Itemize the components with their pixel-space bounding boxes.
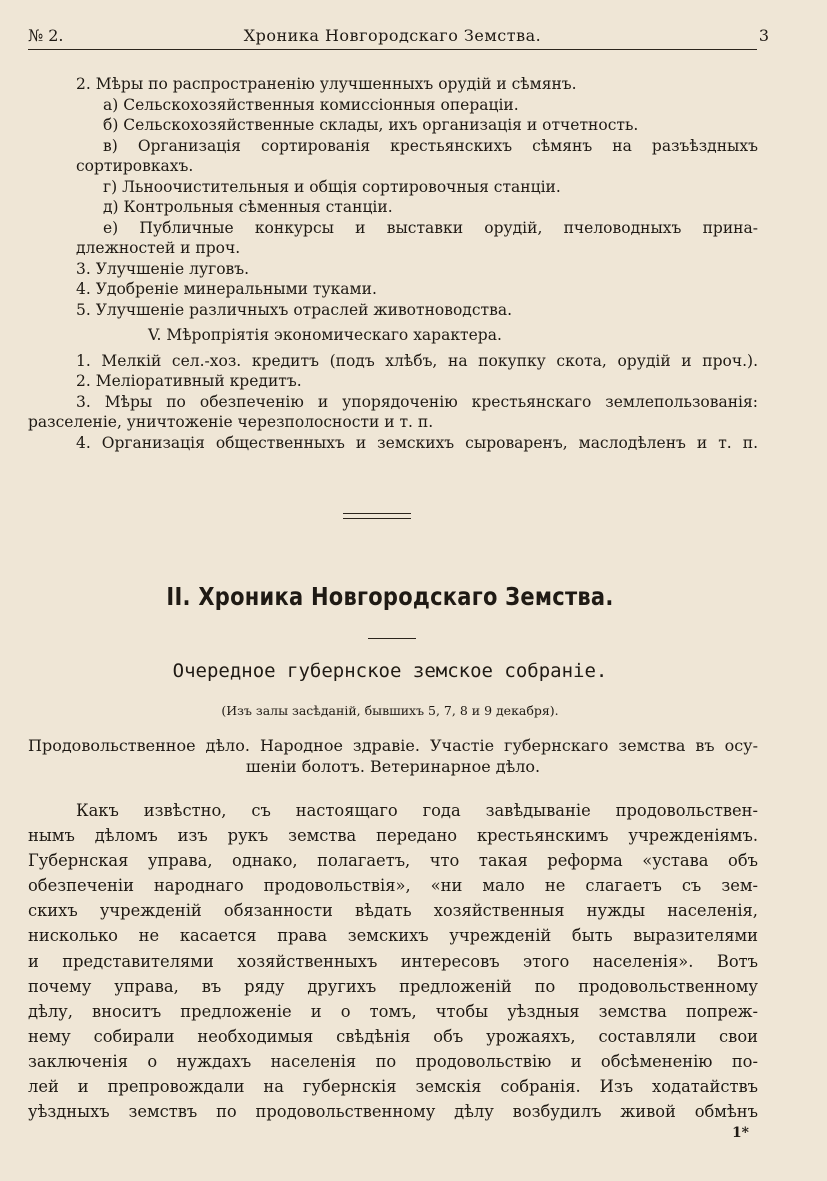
chapter-heading: II. Хроника Новгородскаго Земства.	[166, 582, 614, 611]
section-divider	[343, 513, 411, 519]
signature-mark: 1*	[731, 1125, 749, 1141]
body-line: Губернская управа, однако, полагаетъ, что такая реформа «устава объ	[28, 851, 758, 871]
running-head	[28, 26, 769, 50]
topics-line: шеніи болотъ. Ветеринарное дѣло.	[245, 757, 541, 776]
body-line: нымъ дѣломъ изъ рукъ земства передано крестьянскимъ учрежденіямъ.	[28, 826, 758, 846]
body-line: нисколько не касается права земскихъ учрежденій быть выразителями	[28, 926, 758, 946]
body-text	[28, 798, 758, 1124]
topics-summary	[28, 735, 758, 777]
body-line: и представителями хозяйственныхъ интересовъ этого населенія». Вотъ	[28, 951, 758, 971]
running-head-title: Хроника Новгородскаго Земства.	[243, 26, 542, 45]
list-item: 2. Мѣры по распространенію улучшенныхъ орудій и сѣмянъ.	[76, 75, 577, 93]
body-line: Какъ извѣстно, съ настоящаго года завѣдываніе продовольствен-	[76, 801, 758, 820]
list-item: б) Сельскохозяйственные склады, ихъ организація и отчетность.	[103, 116, 639, 134]
list-item: 3. Мѣры по обезпеченію и упорядоченію крестьянскаго землепользованія:	[76, 392, 758, 411]
body-line: заключенія о нуждахъ населенія по продовольствію и обсѣмененію по-	[28, 1051, 758, 1071]
issue-number: № 2.	[28, 26, 64, 45]
body-line: дѣлу, вноситъ предложеніе и о томъ, чтобы уѣздныя земства попреж-	[28, 1001, 758, 1021]
measures-list	[28, 74, 758, 453]
page-number: 3	[758, 26, 769, 45]
body-line: обезпеченіи народнаго продовольствія», «ни мало не слагаетъ съ зем-	[28, 876, 758, 896]
list-item: е) Публичные конкурсы и выставки орудій, пчеловодныхъ прина-	[103, 218, 758, 237]
list-item: 4. Организація общественныхъ и земскихъ сыроваренъ, маслодѣленъ и т. п.	[76, 433, 758, 452]
heading-rule	[368, 638, 416, 639]
list-item: 2. Меліоративный кредитъ.	[76, 372, 302, 390]
header-rule	[28, 49, 757, 50]
topics-line: Продовольственное дѣло. Народное здравіе. Участіе губернскаго земства въ осу-	[28, 736, 758, 755]
list-item: сортировкахъ.	[76, 157, 194, 175]
article-heading: Очередное губернское земское собраніе.	[172, 660, 608, 682]
body-line: лей и препровождали на губернскія земскія собранія. Изъ ходатайствъ	[28, 1077, 758, 1097]
list-item: в) Организація сортированія крестьянскихъ сѣмянъ на разъѣздныхъ	[103, 136, 758, 155]
section-v-heading: V. Мѣропріятія экономическаго характера.	[148, 326, 502, 344]
list-item: г) Льноочистительныя и общія сортировочныя станціи.	[103, 177, 561, 196]
list-item: 1. Мелкій сел.-хоз. кредитъ (подъ хлѣбъ, на покупку скота, орудій и проч.).	[76, 351, 758, 370]
body-line: нему собирали необходимыя свѣдѣнія объ урожаяхъ, составляли свои	[28, 1026, 758, 1046]
body-line: почему управа, въ ряду другихъ предложеній по продовольственному	[28, 976, 758, 996]
list-item: 5. Улучшеніе различныхъ отраслей животноводства.	[76, 300, 513, 319]
list-item: а) Сельскохозяйственныя комиссіонныя операціи.	[103, 95, 519, 114]
list-item: разселеніе, уничтоженіе черезполосности и т. п.	[28, 413, 434, 431]
list-item: 3. Улучшеніе луговъ.	[76, 259, 250, 278]
body-line: уѣздныхъ земствъ по продовольственному дѣлу возбудилъ живой обмѣнъ	[28, 1102, 758, 1122]
session-note: (Изъ залы засѣданій, бывшихъ 5, 7, 8 и 9 декабря).	[221, 703, 559, 718]
list-item: д) Контрольныя сѣменныя станціи.	[103, 198, 393, 216]
list-item: 4. Удобреніе минеральными туками.	[76, 280, 377, 298]
body-line: скихъ учрежденій обязанности вѣдать хозяйственныя нужды населенія,	[28, 901, 758, 921]
list-item: длежностей и проч.	[76, 239, 241, 257]
